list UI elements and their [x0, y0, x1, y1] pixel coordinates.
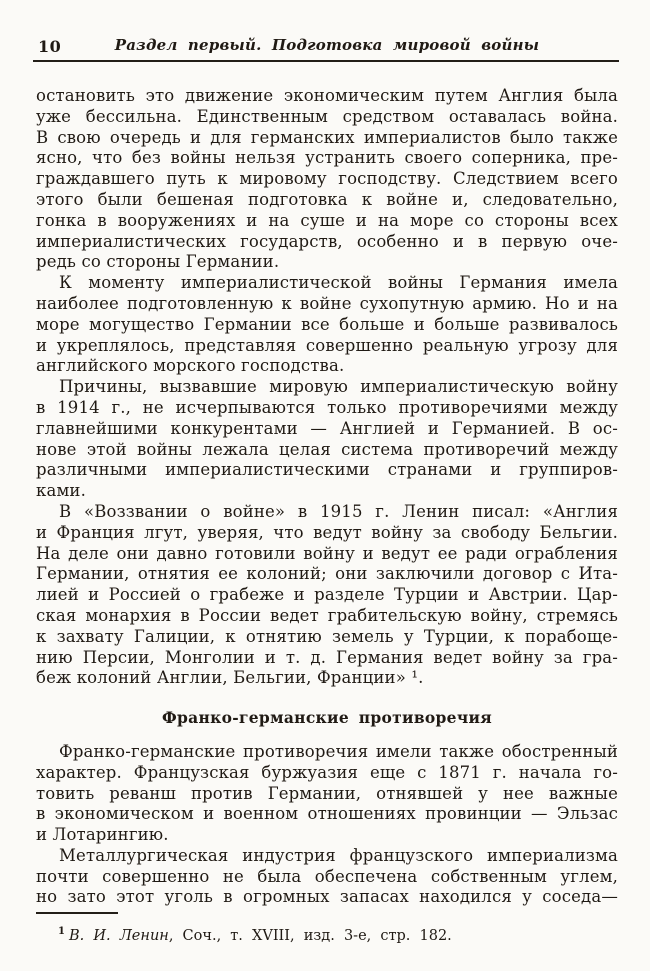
- text-line: Металлургическая индустрия французского империализма: [59, 845, 618, 865]
- body-flow: [36, 86, 618, 908]
- text-line: ская монархия в России ведет грабительскую войну, стремясь: [36, 605, 618, 625]
- header-rule: [33, 60, 619, 62]
- paragraph: [36, 86, 618, 273]
- text-line: гонка в вооружениях и на суше и на море со стороны всех: [36, 210, 618, 230]
- text-line: нове этой войны лежала целая система противоречий между: [36, 439, 618, 459]
- text-line: империалистических государств, особенно и в первую оче-: [36, 231, 618, 251]
- page-number: 10: [38, 37, 62, 56]
- footnote-text: , Соч., т. XVIII, изд. 3-е, стр. 182.: [168, 928, 452, 944]
- text-line: В «Воззвании о войне» в 1915 г. Ленин писал: «Англия: [59, 501, 618, 521]
- footnote-rule: [36, 912, 118, 914]
- page-header: [36, 36, 618, 56]
- text-line: различными империалистическими странами и группиров-: [36, 460, 618, 480]
- text-line: Германии, отнятия ее колоний; они заключили договор с Ита-: [36, 564, 618, 584]
- text-line: редь со стороны Германии.: [36, 252, 280, 272]
- text-line: лией и Россией о грабеже и разделе Турции и Австрии. Цар-: [36, 585, 618, 605]
- footnote-author: В. И. Ленин: [68, 928, 169, 944]
- text-line: английского морского господства.: [36, 356, 345, 376]
- text-line: в экономическом и военном отношениях провинции — Эльзас: [36, 804, 618, 824]
- paragraph: [36, 377, 618, 502]
- paragraph: [36, 742, 618, 846]
- text-line: и Франция лгут, уверяя, что ведут войну за свободу Бельгии.: [36, 522, 618, 542]
- text-line: к захвату Галиции, к отнятию земель у Турции, к порабоще-: [36, 626, 618, 646]
- text-line: наиболее подготовленную к войне сухопутную армию. Но и на: [36, 293, 618, 313]
- text-line: Причины, вызвавшие мировую империалистическую войну: [59, 377, 618, 397]
- text-line: и укреплялось, представляя совершенно реальную угрозу для: [36, 335, 618, 355]
- text-line: ками.: [36, 481, 86, 501]
- text-line: На деле они давно готовили войну и ведут ее ради ограбления: [36, 543, 618, 563]
- paragraph: [36, 502, 618, 689]
- text-line: уже бессильна. Единственным средством оставалась война.: [36, 106, 618, 126]
- text-line: почти совершенно не была обеспечена собственным углем,: [36, 866, 618, 886]
- text-line: товить реванш против Германии, отнявшей у нее важные: [36, 783, 618, 803]
- text-line: К моменту империалистической войны Германия имела: [59, 273, 618, 293]
- text-line: Франко-германские противоречия имели также обостренный: [59, 741, 618, 761]
- text-line: и Лотарингию.: [36, 825, 169, 845]
- text-line: этого были бешеная подготовка к войне и, следовательно,: [36, 189, 618, 209]
- text-line: главнейшими конкурентами — Англией и Германией. В ос-: [36, 418, 618, 438]
- text-line: В свою очередь и для германских империалистов было также: [36, 127, 618, 147]
- footnote: [36, 926, 618, 946]
- text-line: нию Персии, Монголии и т. д. Германия ведет войну за гра-: [36, 647, 618, 667]
- text-line: характер. Французская буржуазия еще с 1871 г. начала го-: [36, 762, 618, 782]
- running-title: Раздел первый. Подготовка мировой войны: [114, 36, 540, 54]
- text-line: но зато этот уголь в огромных запасах находился у соседа—: [36, 887, 618, 907]
- text-line: ясно, что без войны нельзя устранить своего соперника, пре-: [36, 148, 618, 168]
- paragraph: [36, 273, 618, 377]
- section-heading: Франко-германские противоречия: [161, 708, 493, 728]
- text-line: море могущество Германии все больше и больше развивалось: [36, 314, 618, 334]
- text-line: остановить это движение экономическим путем Англия была: [36, 86, 618, 105]
- text-line: беж колоний Англии, Бельгии, Франции» ¹.: [36, 668, 424, 688]
- text-line: граждавшего путь к мировому господству. Следствием всего: [36, 169, 618, 189]
- text-line: в 1914 г., не исчерпываются только противоречиями между: [36, 397, 618, 417]
- paragraph: [36, 846, 618, 908]
- footnote-marker: 1: [58, 926, 65, 938]
